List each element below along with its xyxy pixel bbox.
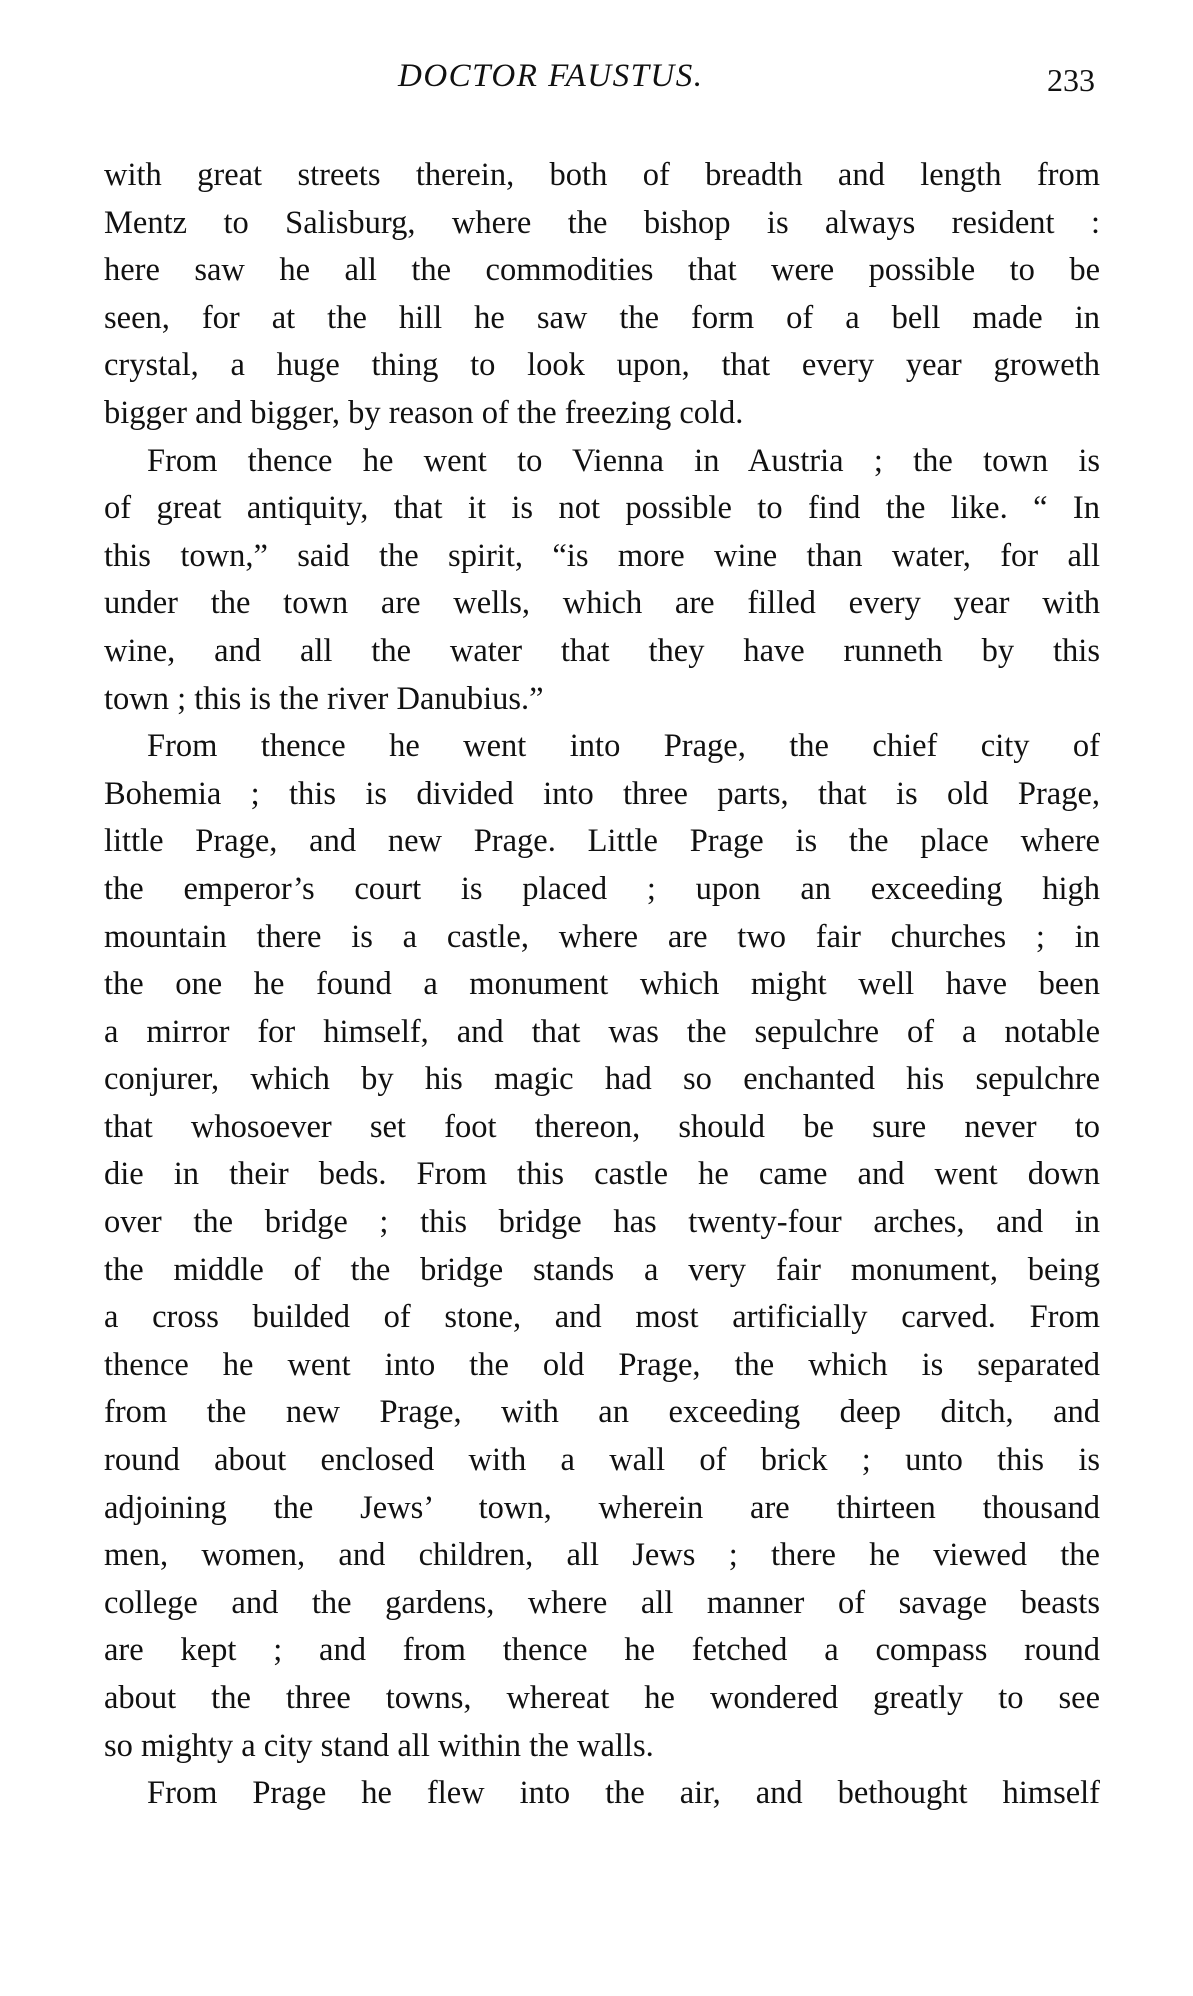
text-line: that whosoever set foot thereon, should be sure never to	[104, 1108, 1100, 1145]
text-line: little Prage, and new Prage. Little Prage is the place where	[104, 823, 1100, 860]
text-line: Bohemia ; this is divided into three parts, that is old Prage,	[104, 775, 1100, 812]
page-number: 233	[1047, 62, 1095, 98]
text-line: die in their beds. From this castle he came and went down	[104, 1156, 1100, 1193]
body-text	[104, 152, 1100, 1818]
text-line: From thence he went to Vienna in Austria ; the town is	[147, 442, 1100, 479]
text-line: about the three towns, whereat he wondered greatly to see	[104, 1680, 1100, 1716]
text-line: the one he found a monument which might well have been	[104, 966, 1100, 1003]
running-head	[0, 52, 1193, 102]
text-line: Mentz to Salisburg, where the bishop is always resident :	[104, 204, 1100, 241]
text-line: seen, for at the hill he saw the form of a bell made in	[104, 299, 1100, 336]
text-line: a cross builded of stone, and most artificially carved. From	[104, 1299, 1100, 1336]
text-line: college and the gardens, where all manner of savage beasts	[104, 1584, 1100, 1621]
text-line: thence he went into the old Prage, the which is separated	[104, 1346, 1100, 1383]
text-line: here saw he all the commodities that were possible to be	[104, 252, 1100, 289]
text-line: the middle of the bridge stands a very fair monument, being	[104, 1251, 1100, 1288]
text-line: From Prage he flew into the air, and bethought himself	[147, 1775, 1100, 1812]
text-line: conjurer, which by his magic had so enchanted his sepulchre	[104, 1061, 1100, 1098]
text-line: under the town are wells, which are filled every year with	[104, 585, 1100, 622]
text-line: adjoining the Jews’ town, wherein are thirteen thousand	[104, 1489, 1100, 1526]
running-title: DOCTOR FAUSTUS.	[398, 58, 704, 94]
text-line: over the bridge ; this bridge has twenty-four arches, and in	[104, 1204, 1100, 1241]
text-line: with great streets therein, both of breadth and length from	[104, 157, 1100, 193]
text-line: from the new Prage, with an exceeding deep ditch, and	[104, 1394, 1100, 1431]
text-line: town ; this is the river Danubius.”	[104, 680, 544, 717]
text-line: a mirror for himself, and that was the sepulchre of a notable	[104, 1013, 1100, 1050]
text-line: the emperor’s court is placed ; upon an exceeding high	[104, 870, 1100, 907]
text-line: bigger and bigger, by reason of the freezing cold.	[104, 394, 744, 431]
text-line: of great antiquity, that it is not possible to find the like. “ In	[104, 490, 1100, 527]
text-line: are kept ; and from thence he fetched a compass round	[104, 1632, 1100, 1669]
text-line: men, women, and children, all Jews ; there he viewed the	[104, 1537, 1100, 1574]
text-line: wine, and all the water that they have runneth by this	[104, 632, 1100, 669]
text-line: crystal, a huge thing to look upon, that every year groweth	[104, 347, 1100, 384]
text-line: this town,” said the spirit, “is more wine than water, for all	[104, 537, 1100, 574]
text-line: mountain there is a castle, where are two fair churches ; in	[104, 918, 1100, 955]
text-line: round about enclosed with a wall of brick ; unto this is	[104, 1442, 1100, 1479]
text-line: so mighty a city stand all within the walls.	[104, 1727, 654, 1764]
text-line: From thence he went into Prage, the chief city of	[147, 728, 1100, 765]
